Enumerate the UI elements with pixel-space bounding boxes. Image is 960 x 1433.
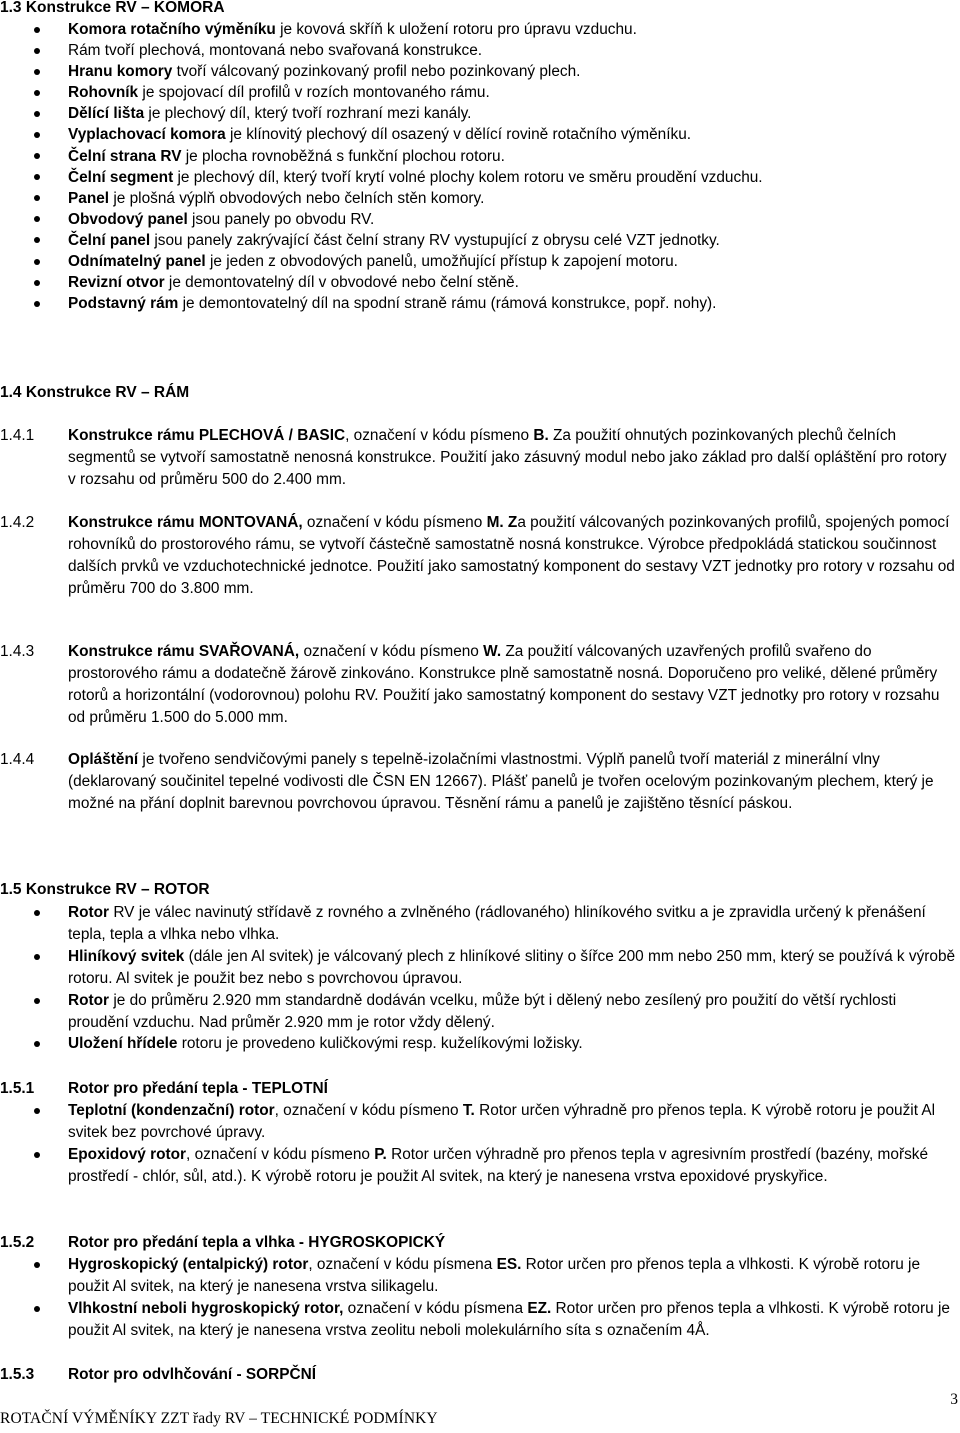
section-1-4-2 — [0, 512, 958, 600]
term: Vlhkostní neboli hygroskopický rotor, — [68, 1299, 344, 1317]
bold-text: B. — [533, 427, 549, 444]
section-number: 1.4.1 — [0, 427, 35, 444]
list-item — [0, 230, 958, 251]
heading-1-4: 1.4 Konstrukce RV – RÁM — [0, 384, 190, 401]
definition: Rotor určen pro přenos tepla a vlhkosti. K výrobě rotoru je použit Al svitek, na který je nanesena vrstva zeolitu neboli molekulárního síta s označením 4Å. — [68, 1299, 950, 1339]
code-letter: ES. — [496, 1256, 522, 1273]
definition: tvoří válcovaný pozinkovaný profil nebo pozinkovaný plech. — [172, 63, 581, 81]
text: Za použití válcovaných uzavřených profilů svařeno do prostorového rámu a dodatečně žárově zinkováno. Konstrukce plně samostatně nosná. Doporučeno pro veliké, dělené průměry rotorů a horizontální (vodorovnou) polohu RV. Použití jako samostatný komponent do sestavy VZT jednotky pro rotory v rozsahu od průměru 1.500 do 5.000 mm. — [68, 643, 940, 726]
text: Za použití ohnutých pozinkovaných plechů čelních segmentů se vytvoří samostatně nenosná konstrukce. Použití jako zásuvný modul nebo jako základ pro další opláštění pro rotory v rozsahu od průměru 500 do 2.400 mm. — [68, 427, 947, 488]
term: Komora rotačního výměníku — [68, 21, 276, 38]
list-item — [0, 902, 958, 946]
definition: Rotor určen pro přenos tepla a vlhkosti. K výrobě rotoru je použit Al svitek, na který je nanesena vrstva silikagelu. — [68, 1256, 921, 1295]
list-item — [0, 1100, 958, 1144]
code-letter: P. — [374, 1145, 387, 1163]
list-item — [0, 167, 958, 188]
text: , označení v kódu písmeno — [345, 427, 534, 444]
definition: je spojovací díl profilů v rozích montovaného rámu. — [138, 84, 490, 102]
term: Teplotní (kondenzační) rotor — [68, 1102, 275, 1119]
section-1-4-3 — [0, 641, 958, 729]
text: označení v kódu písmeno — [302, 514, 487, 531]
text: je tvořeno sendvičovými panely s tepelně-izolačními vlastnostmi. Výplň panelů tvoří materiál z minerální vlny (deklarovaný součinitel tepelné vodivosti dle ČSN EN 12667). Plášť panelů je tvořen ocelovým pozinkovaným plechem, který je možné na přání doplnit barevnou povrchovou úpravou. Těsnění rámu a panelů je zajištěno těsnící páskou. — [68, 751, 934, 812]
text: a použití válcovaných pozinkovaných profilů, spojených pomocí rohovníků do prostorového rámu, se vytvoří částečně samostatně nosná konstrukce. Výrobce předpokládá statickou součinnost dalších prvků ve vzduchotechnické jednotce. Použití jako samostatný komponent do sestavy VZT jednotky pro rotory v rozsahu od průměru 700 do 3.800 mm. — [68, 514, 955, 597]
term: Čelní segment — [68, 168, 174, 186]
term: Uložení hřídele — [68, 1035, 178, 1053]
definition: Rotor určen výhradně pro přenos tepla. K výrobě rotoru je použit Al svitek bez povrchové úpravy. — [68, 1102, 936, 1141]
definition: je demontovatelný díl v obvodové nebo čelní stěně. — [164, 274, 519, 292]
definition: je plocha rovnoběžná s funkční plochou rotoru. — [181, 147, 505, 165]
term: Vyplachovací komora — [68, 126, 226, 144]
section-text — [68, 425, 958, 491]
list-item — [0, 1144, 958, 1188]
term: Rohovník — [68, 84, 139, 102]
list-item — [0, 146, 958, 167]
section-text — [68, 641, 958, 729]
definition: jsou panely po obvodu RV. — [187, 210, 375, 228]
heading-1-3: 1.3 Konstrukce RV – KOMORA — [0, 0, 225, 16]
list-item — [0, 124, 958, 145]
bold-text: Konstrukce rámu SVAŘOVANÁ, — [68, 643, 300, 660]
section-number: 1.4.4 — [0, 751, 35, 768]
definition: Rotor určen výhradně pro přenos tepla v agresivním prostředí (bazény, mořské prostředí - chlór, sůl, atd.). K výrobě rotoru je použit Al svitek, na který je nanesena vrstva epoxidové pryskyřice. — [68, 1145, 929, 1185]
term: Panel — [68, 189, 110, 207]
list-item — [0, 293, 958, 314]
definition: (dále jen Al svitek) je válcovaný plech z hliníkové slitiny o šířce 200 mm nebo 250 mm, který se používá k výrobě rotoru. Al svitek je použit bez nebo s povrchovou úpravou. — [68, 947, 956, 987]
page-number: 3 — [950, 1391, 958, 1408]
definition: Rám tvoří plechová, montovaná nebo svařovaná konstrukce. — [68, 42, 483, 60]
footer-title: ROTAČNÍ VÝMĚNÍKY ZZT řady RV – TECHNICKÉ PODMÍNKY — [0, 1410, 438, 1427]
bold-text: Konstrukce rámu MONTOVANÁ, — [68, 514, 303, 531]
definition: označení v kódu písmena — [343, 1299, 528, 1317]
term: Hliníkový svitek — [68, 947, 185, 965]
definition: jsou panely zakrývající část čelní strany RV vystupující z obrysu celé VZT jednotky. — [150, 231, 720, 249]
definition: RV je válec navinutý střídavě z rovného a zvlněného (rádlovaného) hliníkového svitku a je zpravidla určený k přenášení tepla, tepla a vlhka nebo vlhka. — [68, 904, 926, 943]
definition: je plošná výplň obvodových nebo čelních stěn komory. — [109, 189, 485, 207]
definition: je kovová skříň k uložení rotoru pro úpravu vzduchu. — [275, 21, 637, 38]
section-number: 1.4.2 — [0, 514, 35, 531]
list-item — [0, 103, 958, 124]
definition: je demontovatelný díl na spodní straně rámu (rámová konstrukce, popř. nohy). — [178, 295, 717, 313]
section-text — [68, 749, 958, 815]
definition: je plechový díl, který tvoří rozhraní mezi kanály. — [144, 105, 472, 123]
definition: rotoru je provedeno kuličkovými resp. kuželíkovými ložisky. — [177, 1035, 583, 1053]
list-item — [0, 1033, 958, 1055]
subheading-title: Rotor pro předání tepla - TEPLOTNÍ — [68, 1080, 328, 1097]
definition: je plechový díl, který tvoří krytí volné plochy kolem rotoru ve směru proudění vzduchu. — [173, 168, 763, 186]
code-letter: T. — [462, 1102, 475, 1119]
term: Rotor — [68, 904, 110, 921]
list-item — [0, 209, 958, 230]
subheading-title: Rotor pro předání tepla a vlhka - HYGROSKOPICKÝ — [68, 1234, 446, 1251]
subheading-number: 1.5.3 — [0, 1366, 35, 1383]
bold-text: M. Z — [486, 514, 518, 531]
definition: , označení v kódu písmeno — [186, 1145, 375, 1163]
subheading-number: 1.5.1 — [0, 1080, 35, 1097]
text: označení v kódu písmeno — [299, 643, 484, 660]
subheading-1-5-3 — [0, 1364, 958, 1386]
section-text — [68, 512, 958, 600]
term: Odnímatelný panel — [68, 253, 206, 271]
subheading-1-5-2 — [0, 1232, 958, 1254]
list-item — [0, 188, 958, 209]
code-letter: EZ. — [527, 1299, 552, 1317]
definition: , označení v kódu písmena — [308, 1256, 497, 1273]
subheading-number: 1.5.2 — [0, 1234, 35, 1251]
list-item — [0, 61, 958, 82]
definition: je do průměru 2.920 mm standardně dodáván vcelku, může být i dělený nebo zesílený pro použití do větší rychlosti proudění vzduchu. Nad průměr 2.920 mm je rotor vždy dělený. — [68, 991, 897, 1031]
term: Dělící lišta — [68, 105, 145, 123]
section-1-4-4 — [0, 749, 958, 815]
term: Hranu komory — [68, 63, 173, 81]
definition: je klínovitý plechový díl osazený v dělící rovině rotačního výměníku. — [225, 126, 692, 144]
term: Hygroskopický (entalpický) rotor — [68, 1256, 309, 1273]
term: Čelní panel — [68, 231, 151, 249]
term: Obvodový panel — [68, 210, 188, 228]
list-item — [0, 990, 958, 1034]
list-item — [0, 251, 958, 272]
bold-text: W. — [483, 643, 502, 660]
teplotni-rotor-list — [0, 1100, 958, 1188]
subheading-1-5-1 — [0, 1078, 958, 1100]
list-item — [0, 40, 958, 61]
list-item — [0, 19, 958, 40]
definition: , označení v kódu písmeno — [274, 1102, 463, 1119]
term: Rotor — [68, 991, 110, 1009]
list-item — [0, 1298, 958, 1342]
komora-definition-list — [0, 19, 958, 314]
rotor-definition-list — [0, 902, 958, 1055]
section-number: 1.4.3 — [0, 643, 35, 660]
list-item — [0, 1254, 958, 1298]
list-item — [0, 82, 958, 103]
term: Čelní strana RV — [68, 147, 182, 165]
term: Epoxidový rotor — [68, 1145, 187, 1163]
bold-text: Konstrukce rámu PLECHOVÁ / BASIC — [68, 427, 346, 444]
heading-1-5: 1.5 Konstrukce RV – ROTOR — [0, 881, 210, 898]
hygroskopicky-rotor-list — [0, 1254, 958, 1342]
list-item — [0, 272, 958, 293]
term: Podstavný rám — [68, 295, 179, 313]
term: Revizní otvor — [68, 274, 165, 292]
definition: je jeden z obvodových panelů, umožňující přístup k zapojení motoru. — [205, 253, 678, 271]
subheading-title: Rotor pro odvlhčování - SORPČNÍ — [68, 1366, 316, 1383]
list-item — [0, 946, 958, 990]
section-1-4-1 — [0, 425, 958, 491]
bold-text: Opláštění — [68, 751, 139, 768]
